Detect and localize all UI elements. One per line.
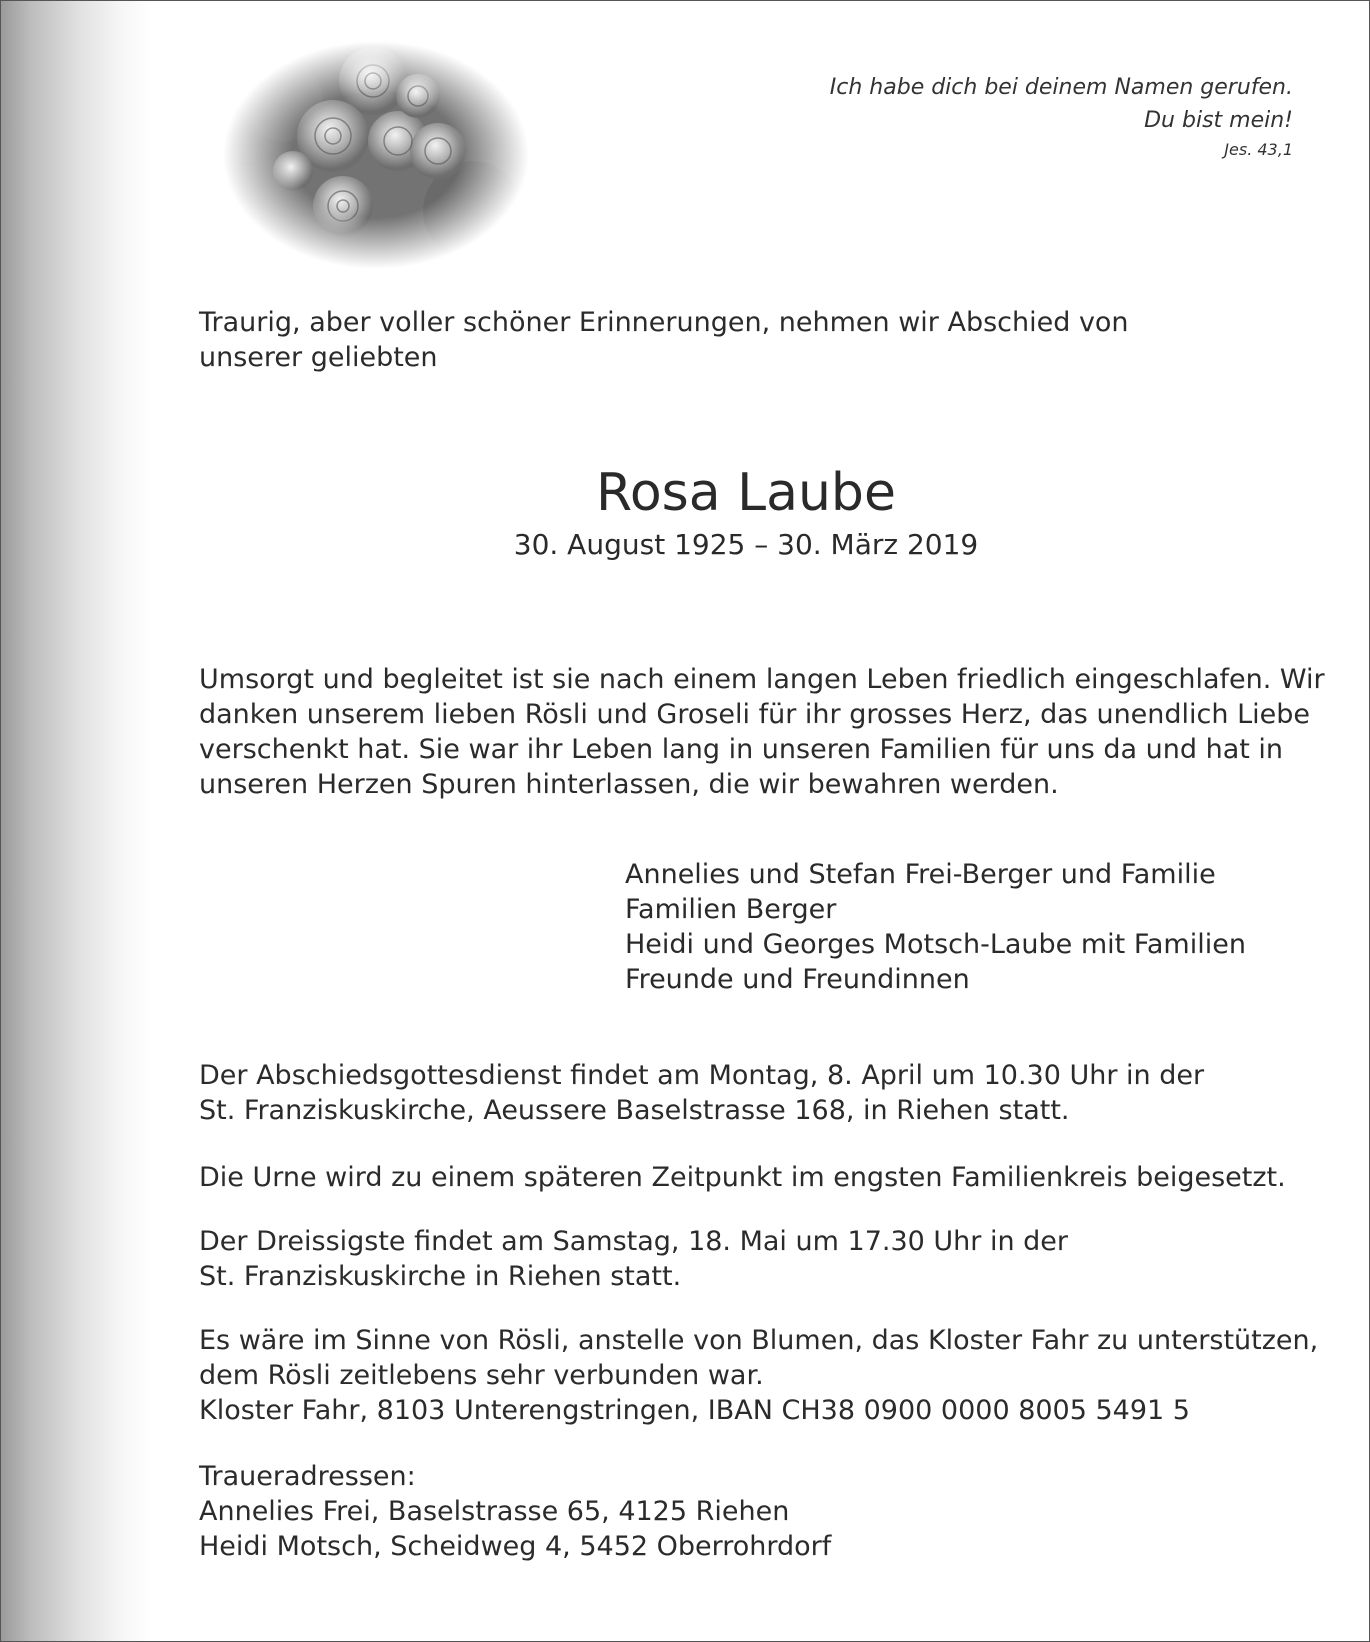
mourner-entry: Annelies und Stefan Frei-Berger und Familie bbox=[625, 859, 1216, 890]
tribute-line: danken unserem lieben Rösli und Groseli für ihr grosses Herz, das unendlich Liebe bbox=[199, 699, 1310, 730]
mourner-entry: Freunde und Freundinnen bbox=[625, 964, 970, 995]
epigraph-reference: Jes. 43,1 bbox=[1224, 140, 1293, 159]
deceased-name: Rosa Laube bbox=[596, 463, 896, 523]
mourner-entry: Heidi und Georges Motsch-Laube mit Familien bbox=[625, 929, 1246, 960]
thirtieth-info bbox=[199, 1224, 1279, 1294]
epigraph-line-1: Ich habe dich bei deinem Namen gerufen. bbox=[829, 75, 1293, 100]
epigraph bbox=[733, 71, 1293, 163]
donation-line: Kloster Fahr, 8103 Unterengstringen, IBAN CH38 0900 0000 8005 5491 5 bbox=[199, 1395, 1190, 1426]
address-entry: Heidi Motsch, Scheidweg 4, 5452 Oberrohrdorf bbox=[199, 1531, 832, 1562]
mourning-addresses bbox=[199, 1459, 1279, 1564]
mourners-list bbox=[625, 857, 1246, 997]
donation-line: dem Rösli zeitlebens sehr verbunden war. bbox=[199, 1360, 764, 1391]
tribute-line: unseren Herzen Spuren hinterlassen, die wir bewahren werden. bbox=[199, 769, 1059, 800]
thirtieth-line: Der Dreissigste findet am Samstag, 18. Mai um 17.30 Uhr in der bbox=[199, 1226, 1068, 1257]
addresses-heading: Traueradressen: bbox=[199, 1461, 416, 1492]
epigraph-line-2: Du bist mein! bbox=[1144, 108, 1293, 133]
intro-text: Traurig, aber voller schöner Erinnerungen, nehmen wir Abschied von unserer geliebten bbox=[199, 307, 1129, 373]
life-dates: 30. August 1925 – 30. März 2019 bbox=[513, 528, 979, 561]
service-info bbox=[199, 1058, 1279, 1128]
thirtieth-line: St. Franziskuskirche in Riehen statt. bbox=[199, 1261, 682, 1292]
roses-photo bbox=[223, 41, 529, 269]
tribute-paragraph bbox=[199, 662, 1325, 802]
urn-info bbox=[199, 1160, 1286, 1195]
service-line: Der Abschiedsgottesdienst findet am Montag, 8. April um 10.30 Uhr in der bbox=[199, 1060, 1205, 1091]
service-line: St. Franziskuskirche, Aeussere Baselstrasse 168, in Riehen statt. bbox=[199, 1095, 1070, 1126]
tribute-line: Umsorgt und begleitet ist sie nach einem langen Leben friedlich eingeschlafen. Wir bbox=[199, 664, 1325, 695]
address-entry: Annelies Frei, Baselstrasse 65, 4125 Riehen bbox=[199, 1496, 790, 1527]
donation-line: Es wäre im Sinne von Rösli, anstelle von Blumen, das Kloster Fahr zu unterstützen, bbox=[199, 1325, 1319, 1356]
tribute-line: verschenkt hat. Sie war ihr Leben lang in unseren Familien für uns da und hat in bbox=[199, 734, 1284, 765]
mourner-entry: Familien Berger bbox=[625, 894, 837, 925]
donation-info bbox=[199, 1323, 1319, 1428]
urn-line: Die Urne wird zu einem späteren Zeitpunkt im engsten Familienkreis beigesetzt. bbox=[199, 1162, 1286, 1193]
